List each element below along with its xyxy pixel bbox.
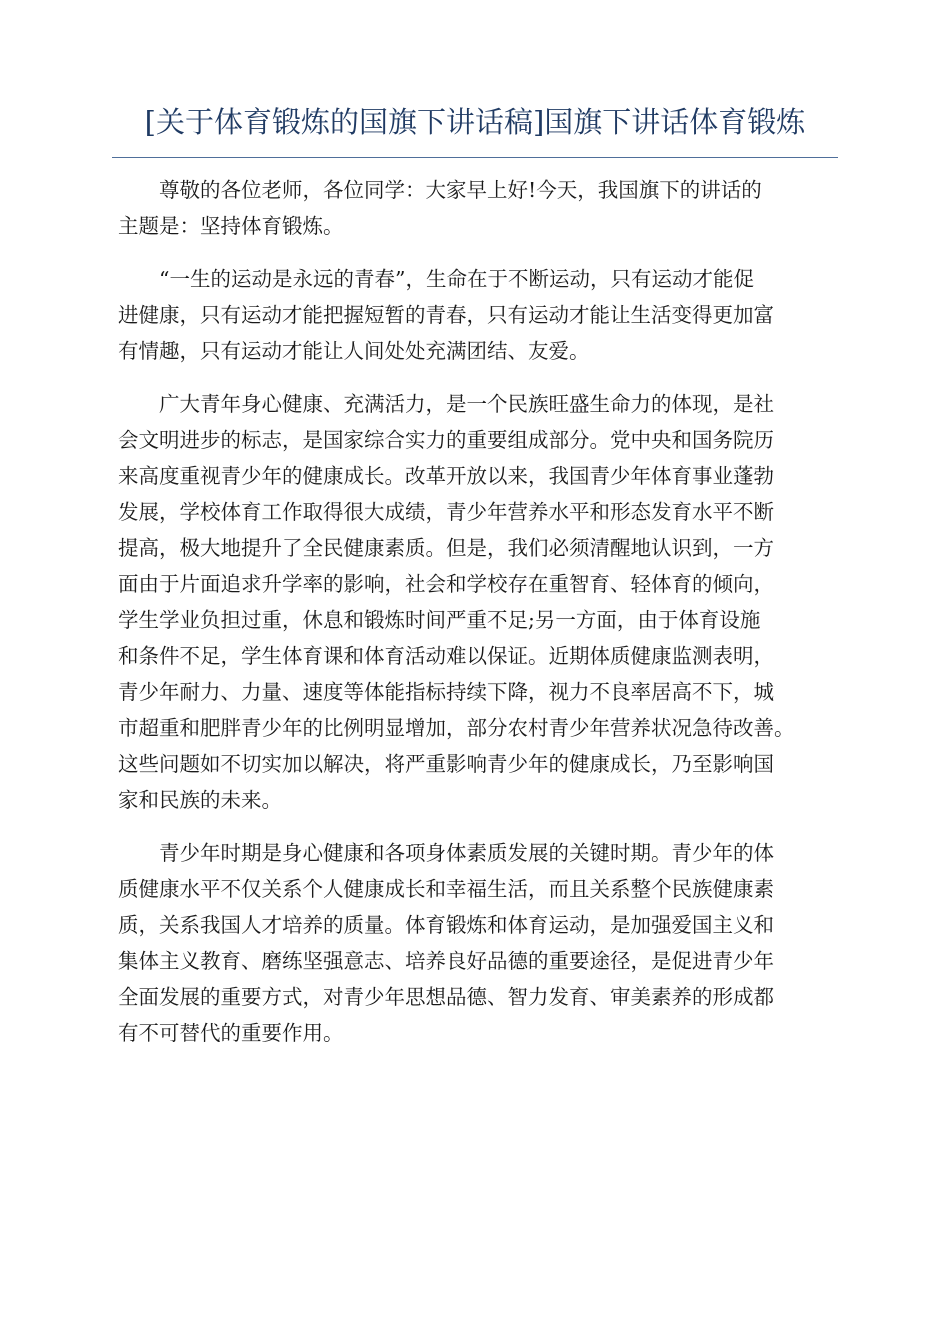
paragraph-line: 学生学业负担过重，休息和锻炼时间严重不足;另一方面，由于体育设施 <box>118 608 761 632</box>
paragraph-line: 青少年耐力、力量、速度等体能指标持续下降，视力不良率居高不下，城 <box>118 680 774 704</box>
paragraph <box>118 261 878 369</box>
paragraph-line: 青少年时期是身心健康和各项身体素质发展的关键时期。青少年的体 <box>118 841 774 865</box>
paragraph-line: 这些问题如不切实加以解决，将严重影响青少年的健康成长，乃至影响国 <box>118 752 774 776</box>
paragraph-line: 尊敬的各位老师，各位同学：大家早上好!今天，我国旗下的讲话的 <box>118 178 762 202</box>
paragraph-line: 提高，极大地提升了全民健康素质。但是，我们必须清醒地认识到，一方 <box>118 536 774 560</box>
paragraph-line: 全面发展的重要方式，对青少年思想品德、智力发育、审美素养的形成都 <box>118 985 774 1009</box>
paragraph-line: 面由于片面追求升学率的影响，社会和学校存在重智育、轻体育的倾向， <box>118 572 774 596</box>
paragraph-line: 和条件不足，学生体育课和体育活动难以保证。近期体质健康监测表明， <box>118 644 774 668</box>
paragraph-line: 有不可替代的重要作用。 <box>118 1021 344 1045</box>
title-underline <box>112 157 838 158</box>
paragraph <box>118 835 878 1051</box>
paragraph-line: 有情趣，只有运动才能让人间处处充满团结、友爱。 <box>118 339 590 363</box>
paragraph-line: 市超重和肥胖青少年的比例明显增加，部分农村青少年营养状况急待改善。 <box>118 716 795 740</box>
paragraph-line: 质，关系我国人才培养的质量。体育锻炼和体育运动，是加强爱国主义和 <box>118 913 774 937</box>
document-title: [关于体育锻炼的国旗下讲话稿]国旗下讲话体育锻炼 <box>144 105 806 139</box>
paragraph-line: 广大青年身心健康、充满活力，是一个民族旺盛生命力的体现，是社 <box>118 392 774 416</box>
paragraph <box>118 386 878 818</box>
paragraph-line: 质健康水平不仅关系个人健康成长和幸福生活，而且关系整个民族健康素 <box>118 877 774 901</box>
paragraph-line: 发展，学校体育工作取得很大成绩，青少年营养水平和形态发育水平不断 <box>118 500 774 524</box>
paragraph <box>118 172 878 244</box>
paragraph-line: 集体主义教育、磨练坚强意志、培养良好品德的重要途径，是促进青少年 <box>118 949 774 973</box>
paragraph-line: 进健康，只有运动才能把握短暂的青春，只有运动才能让生活变得更加富 <box>118 303 774 327</box>
paragraph-line: 来高度重视青少年的健康成长。改革开放以来，我国青少年体育事业蓬勃 <box>118 464 774 488</box>
paragraph-line: 主题是：坚持体育锻炼。 <box>118 214 344 238</box>
paragraph-line: “一生的运动是永远的青春”，生命在于不断运动，只有运动才能促 <box>118 267 754 291</box>
paragraph-line: 会文明进步的标志，是国家综合实力的重要组成部分。党中央和国务院历 <box>118 428 774 452</box>
paragraph-line: 家和民族的未来。 <box>118 788 282 812</box>
document-body <box>118 172 878 1068</box>
